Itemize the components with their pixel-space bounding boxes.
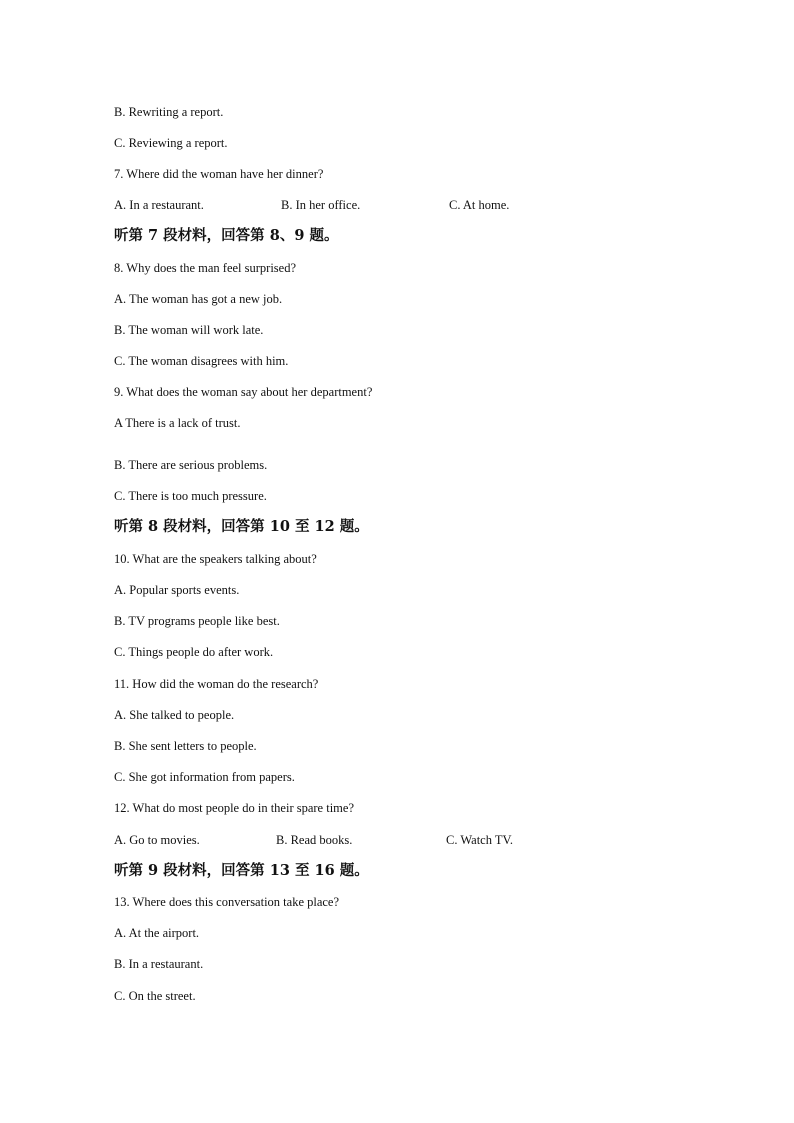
option-13c: C. On the street. — [114, 989, 196, 1003]
option-7b: B. In her office. — [281, 198, 361, 212]
option-13b: B. In a restaurant. — [114, 957, 204, 971]
option-11b: B. She sent letters to people. — [114, 739, 257, 753]
option-13a: A. At the airport. — [114, 926, 200, 940]
section-heading-7: 听第 7 段材料，回答第 8、9 题。 — [114, 227, 339, 244]
option-8c: C. The woman disagrees with him. — [114, 354, 289, 368]
option-12a: A. Go to movies. — [114, 833, 200, 847]
option-9a: A There is a lack of trust. — [114, 416, 241, 430]
option-8a: A. The woman has got a new job. — [114, 292, 283, 306]
question-10: 10. What are the speakers talking about? — [114, 552, 317, 566]
question-11: 11. How did the woman do the research? — [114, 677, 319, 691]
question-7: 7. Where did the woman have her dinner? — [114, 167, 324, 181]
option-11c: C. She got information from papers. — [114, 770, 295, 784]
option-7a: A. In a restaurant. — [114, 198, 204, 212]
option-9b: B. There are serious problems. — [114, 458, 268, 472]
option-10c: C. Things people do after work. — [114, 645, 274, 659]
option-12b: B. Read books. — [276, 833, 353, 847]
question-12: 12. What do most people do in their spare time? — [114, 801, 354, 815]
option-8b: B. The woman will work late. — [114, 323, 264, 337]
option-10a: A. Popular sports events. — [114, 583, 240, 597]
option-6b: B. Rewriting a report. — [114, 105, 224, 119]
section-heading-9: 听第 9 段材料，回答第 13 至 16 题。 — [114, 862, 369, 879]
option-11a: A. She talked to people. — [114, 708, 235, 722]
option-10b: B. TV programs people like best. — [114, 614, 280, 628]
question-9: 9. What does the woman say about her department? — [114, 385, 373, 399]
option-6c: C. Reviewing a report. — [114, 136, 228, 150]
question-8: 8. Why does the man feel surprised? — [114, 261, 297, 275]
question-13: 13. Where does this conversation take place? — [114, 895, 340, 909]
option-12c: C. Watch TV. — [446, 833, 514, 847]
option-7c: C. At home. — [449, 198, 510, 212]
section-heading-8: 听第 8 段材料，回答第 10 至 12 题。 — [114, 518, 369, 535]
option-9c: C. There is too much pressure. — [114, 489, 267, 503]
